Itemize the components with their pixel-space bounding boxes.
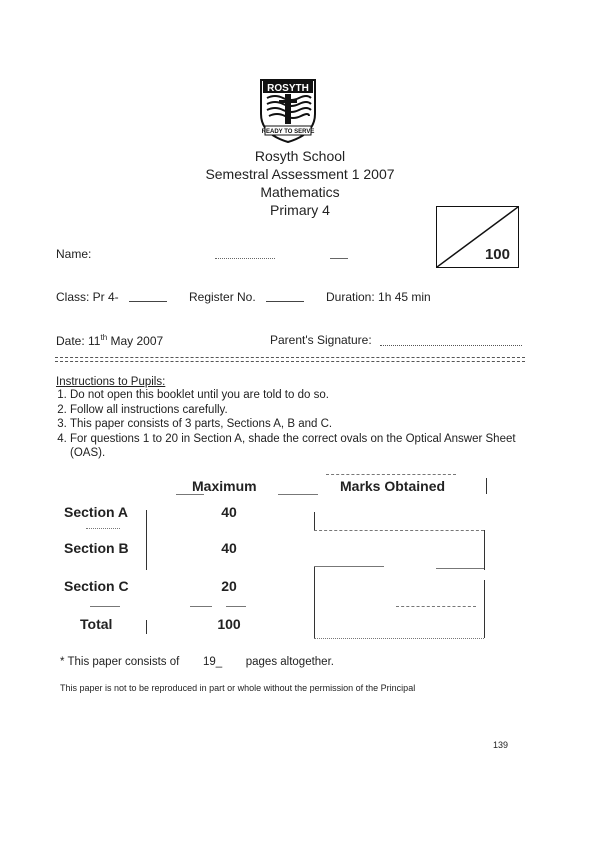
instructions-list [56, 388, 546, 461]
pages-count: 19_ [202, 656, 223, 668]
section-label: Section B [64, 540, 129, 556]
name-blank [215, 258, 275, 259]
register-blank [266, 301, 304, 302]
page-number: 139 [493, 740, 509, 750]
name-blank-2 [330, 258, 348, 259]
col-maximum: Maximum [192, 478, 257, 494]
section-label: Section A [64, 504, 129, 520]
pages-suffix: pages altogether. [245, 656, 334, 668]
section-label: Section C [64, 578, 129, 594]
instruction-item: 1. Do not open this booklet until you are told to do so. [70, 388, 546, 403]
date-text [56, 333, 163, 348]
svg-text:READY TO SERVE: READY TO SERVE [261, 129, 315, 135]
score-box [436, 206, 519, 268]
section-max: 40 [221, 540, 237, 556]
section-label: Total [80, 616, 113, 632]
pages-note [60, 656, 334, 668]
instruction-item: 2. Follow all instructions carefully. [70, 403, 546, 418]
date-superscript: th [100, 333, 108, 342]
level-title: Primary 4 [270, 202, 330, 218]
section-max: 40 [221, 504, 237, 520]
signature-blank [380, 345, 522, 346]
divider-top [55, 357, 525, 358]
class-blank [129, 301, 167, 302]
score-total: 100 [484, 246, 510, 263]
class-label: Class: Pr 4- [56, 290, 119, 304]
school-crest-logo [257, 78, 319, 144]
copyright-note: This paper is not to be reproduced in part or whole without the permission of the Principal [60, 683, 416, 693]
school-name: Rosyth School [254, 148, 346, 164]
instruction-item: 4. For questions 1 to 20 in Section A, shade the correct ovals on the Optical Answer Sheet (OAS). [70, 432, 546, 461]
instructions-block [56, 376, 546, 461]
section-max: 100 [217, 616, 241, 632]
date-prefix: Date: 11 [56, 334, 101, 348]
col-marks-obtained: Marks Obtained [340, 478, 446, 494]
divider-bottom [55, 361, 525, 362]
subject-title: Mathematics [260, 184, 340, 200]
exam-title: Semestral Assessment 1 2007 [205, 166, 395, 182]
duration-text: Duration: 1h 45 min [326, 290, 431, 304]
name-label: Name: [56, 247, 92, 261]
instructions-title: Instructions to Pupils: [56, 376, 166, 388]
marks-table [56, 470, 496, 650]
pages-prefix: * This paper consists of [60, 656, 180, 668]
register-label: Register No. [189, 290, 256, 304]
signature-label: Parent's Signature: [270, 333, 372, 347]
date-suffix: May 2007 [107, 334, 164, 348]
svg-text:ROSYTH: ROSYTH [267, 83, 309, 94]
instruction-item: 3. This paper consists of 3 parts, Sections A, B and C. [70, 417, 546, 432]
section-max: 20 [221, 578, 237, 594]
